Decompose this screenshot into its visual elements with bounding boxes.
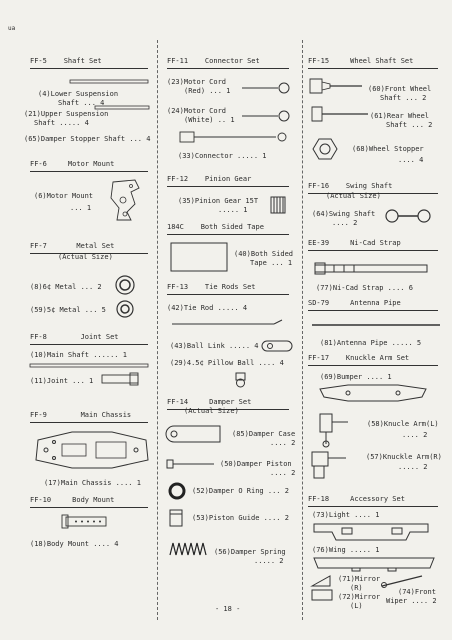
both-sided-tape-drawing	[170, 242, 228, 272]
ee39-item-1: (77)Ni-Cad Strap .... 6	[316, 284, 413, 292]
ff11-item-2: (Red) ... 1	[184, 87, 231, 95]
ff9-item-1: (17)Main Chassis .... 1	[44, 479, 141, 487]
main-shaft-drawing	[30, 362, 150, 370]
ff6-header: FF-6 Motor Mount	[30, 160, 115, 168]
rear-wheel-shaft-drawing	[310, 103, 370, 125]
damper-case-drawing	[166, 424, 226, 444]
ff5-rule	[30, 68, 148, 69]
ff6-item-1: (6)Motor Mount	[34, 192, 94, 200]
ff18-item-7: (74)Front	[398, 588, 436, 596]
motor-cord-red-drawing	[240, 80, 290, 96]
sd79-rule	[308, 310, 438, 311]
damper-piston-drawing	[166, 458, 216, 470]
metal-5-drawing	[114, 298, 136, 320]
front-wiper-drawing	[378, 574, 428, 588]
light-drawing	[312, 522, 432, 544]
ff14-item-7: (56)Damper Spring	[214, 548, 286, 556]
ff6-rule	[30, 171, 148, 172]
ff7-item-2: (59)5¢ Metal ... 5	[30, 306, 106, 314]
body-mount-drawing	[62, 514, 110, 530]
ff13-item-2: (43)Ball Link ..... 4	[170, 342, 259, 350]
ff5-item-1: (4)Lower Suspension	[38, 90, 119, 98]
ff13-rule	[167, 294, 289, 295]
b184c-header: 184C Both Sided Tape	[167, 223, 264, 231]
sd79-item-1: (81)Antenna Pipe ..... 5	[320, 339, 422, 347]
ff15-item-4: Shaft ... 2	[386, 121, 433, 129]
ff12-header: FF-12 Pinion Gear	[167, 175, 252, 183]
ff17-item-3: .... 2	[402, 431, 428, 439]
ff9-rule	[30, 422, 148, 423]
ff8-item-2: (11)Joint ... 1	[30, 377, 94, 385]
ff15-rule	[308, 68, 438, 69]
page-number: - 18 -	[215, 605, 241, 613]
ff18-header: FF-18 Accessory Set	[308, 495, 405, 503]
ff10-item-1: (18)Body Mount .... 4	[30, 540, 119, 548]
connector-drawing	[180, 128, 290, 146]
ff15-item-2: Shaft ... 2	[380, 94, 427, 102]
ff18-item-3: (71)Mirror	[338, 575, 381, 583]
swing-shaft-drawing	[384, 204, 434, 228]
tie-rod-drawing	[170, 318, 290, 330]
ff11-item-3: (24)Motor Cord	[167, 107, 227, 115]
ff7-subtitle: (Actual Size)	[58, 253, 113, 261]
ff14-item-4: .... 2	[270, 469, 296, 477]
wing-drawing	[312, 556, 436, 572]
knuckle-arm-right-drawing	[310, 450, 352, 486]
b184c-item-1: (40)Both Sided	[234, 250, 294, 258]
ff14-item-5: (52)Damper O Ring ... 2	[192, 487, 289, 495]
damper-spring-drawing	[168, 541, 208, 557]
mirror-drawing	[310, 574, 336, 602]
ff13-item-3: (29)4.5¢ Pillow Ball .... 4	[170, 359, 284, 367]
ff14-subtitle: (Actual Size)	[184, 407, 239, 415]
ff16-subtitle: (Actual Size)	[326, 192, 381, 200]
column-divider-2	[302, 40, 303, 620]
lower-suspension-shaft-drawing	[70, 78, 150, 86]
ff15-item-6: .... 4	[398, 156, 424, 164]
ff5-item-4: Shaft ..... 4	[34, 119, 89, 127]
ff15-item-1: (60)Front Wheel	[368, 85, 432, 93]
b184c-item-2: Tape ... 1	[250, 259, 293, 267]
ff14-header: FF-14 Damper Set	[167, 398, 252, 406]
ff16-item-1: (64)Swing Shaft	[312, 210, 376, 218]
ff15-header: FF-15 Wheel Shaft Set	[308, 57, 414, 65]
ff10-rule	[30, 507, 148, 508]
ff17-item-2: (58)Knucle Arm(L)	[367, 420, 439, 428]
ff6-item-2: ... 1	[70, 204, 92, 212]
ff5-header: FF-5 Shaft Set	[30, 57, 102, 65]
wheel-stopper-drawing	[312, 137, 338, 161]
sd79-header: SD-79 Antenna Pipe	[308, 299, 401, 307]
ff13-header: FF-13 Tie Rods Set	[167, 283, 256, 291]
ff17-item-5: ..... 2	[398, 463, 428, 471]
ff9-header: FF-9 Main Chassis	[30, 411, 132, 419]
main-chassis-drawing	[32, 428, 152, 472]
ff7-header: FF-7 Metal Set	[30, 242, 115, 250]
ff11-rule	[167, 68, 289, 69]
ff12-rule	[167, 186, 289, 187]
ee39-rule	[308, 250, 438, 251]
metal-6-drawing	[114, 274, 136, 296]
corner-mark: ua	[8, 25, 16, 32]
ff18-item-2: (76)Wing ..... 1	[312, 546, 380, 554]
ff11-item-4: (White) .. 1	[184, 116, 235, 124]
motor-cord-white-drawing	[240, 108, 290, 124]
ff17-rule	[308, 365, 438, 366]
ff16-item-2: .... 2	[332, 219, 358, 227]
ff18-item-8: Wiper .... 2	[386, 597, 437, 605]
ff8-header: FF-8 Joint Set	[30, 333, 119, 341]
column-divider-1	[157, 40, 158, 620]
ff5-item-3: (21)Upper Suspension	[24, 110, 109, 118]
joint-drawing	[100, 372, 144, 386]
motor-mount-drawing	[105, 178, 145, 223]
ee39-header: EE-39 Ni-Cad Strap	[308, 239, 401, 247]
pillow-ball-drawing	[232, 372, 250, 388]
ff15-item-5: (68)Wheel Stopper	[352, 145, 424, 153]
ff14-item-6: (53)Piston Guide .... 2	[192, 514, 289, 522]
ff14-item-1: (85)Damper Case	[232, 430, 296, 438]
ff18-rule	[308, 506, 438, 507]
ff15-item-3: (61)Rear Wheel	[370, 112, 430, 120]
ni-cad-strap-drawing	[314, 262, 434, 276]
front-wheel-shaft-drawing	[308, 75, 364, 97]
ff7-item-1: (8)6¢ Metal ... 2	[30, 283, 102, 291]
ff11-item-5: (33)Connector ..... 1	[178, 152, 267, 160]
ff14-item-8: ..... 2	[254, 557, 284, 565]
ff18-item-4: (R)	[350, 584, 363, 592]
ff12-item-2: ..... 1	[218, 206, 248, 214]
damper-o-ring-drawing	[168, 482, 186, 500]
ff10-header: FF-10 Body Mount	[30, 496, 115, 504]
ball-link-drawing	[260, 338, 296, 354]
ff14-item-3: (50)Damper Piston	[220, 460, 292, 468]
antenna-pipe-drawing	[312, 322, 442, 328]
ff8-rule	[30, 344, 148, 345]
ff5-item-2: Shaft ... 4	[58, 99, 105, 107]
ff17-item-1: (69)Bumper .... 1	[320, 373, 392, 381]
ff12-item-1: (35)Pinion Gear 15T	[178, 197, 259, 205]
ff17-header: FF-17 Knuckle Arm Set	[308, 354, 410, 362]
bumper-drawing	[318, 383, 428, 403]
ff18-item-5: (72)Mirror	[338, 593, 381, 601]
ff8-item-1: (10)Main Shaft ...... 1	[30, 351, 127, 359]
ff11-header: FF-11 Connector Set	[167, 57, 260, 65]
ff18-item-6: (L)	[350, 602, 363, 610]
pinion-gear-drawing	[268, 194, 288, 216]
ff13-item-1: (42)Tie Rod ..... 4	[167, 304, 248, 312]
piston-guide-drawing	[168, 508, 184, 528]
ff16-header: FF-16 Swing Shaft	[308, 182, 393, 190]
knuckle-arm-left-drawing	[310, 412, 352, 448]
ff18-item-1: (73)Light .... 1	[312, 511, 380, 519]
b184c-rule	[167, 234, 289, 235]
ff17-item-4: (57)Knuckle Arm(R)	[366, 453, 442, 461]
ff14-item-2: .... 2	[270, 439, 296, 447]
ff11-item-1: (23)Motor Cord	[167, 78, 227, 86]
ff5-item-5: (65)Damper Stopper Shaft ... 4	[24, 135, 151, 143]
